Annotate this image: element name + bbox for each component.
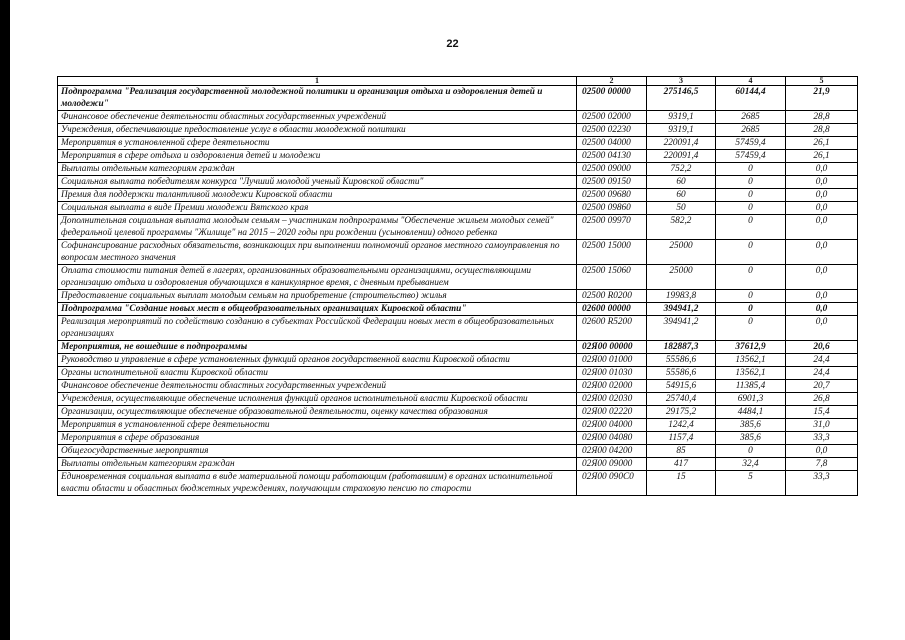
- row-name-cell: Мероприятия в установленной сфере деятельности: [58, 137, 577, 150]
- column-header: 5: [786, 77, 858, 86]
- row-value-col5-cell: 0,0: [786, 316, 858, 341]
- table-row: [58, 111, 858, 124]
- row-code-cell: 02500 15060: [577, 265, 647, 290]
- table-row: [58, 367, 858, 380]
- row-value-col5-cell: 0,0: [786, 290, 858, 303]
- row-code-cell: 02500 09150: [577, 176, 647, 189]
- row-value-col4-cell: 0: [716, 316, 786, 341]
- row-code-cell: 02Я00 04200: [577, 445, 647, 458]
- row-value-col3-cell: 25740,4: [647, 393, 716, 406]
- column-header: 3: [647, 77, 716, 86]
- row-value-col4-cell: 385,6: [716, 432, 786, 445]
- row-name-cell: Предоставление социальных выплат молодым семьям на приобретение (строительство) жилья: [58, 290, 577, 303]
- row-name-cell: Финансовое обеспечение деятельности областных государственных учреждений: [58, 111, 577, 124]
- row-value-col4-cell: 0: [716, 445, 786, 458]
- row-value-col4-cell: 2685: [716, 111, 786, 124]
- row-value-col3-cell: 50: [647, 202, 716, 215]
- row-code-cell: 02600 R5200: [577, 316, 647, 341]
- row-value-col3-cell: 9319,1: [647, 111, 716, 124]
- row-code-cell: 02600 00000: [577, 303, 647, 316]
- row-value-col3-cell: 19983,8: [647, 290, 716, 303]
- row-value-col3-cell: 55586,6: [647, 367, 716, 380]
- row-name-cell: Подпрограмма "Создание новых мест в общеобразовательных организациях Кировской области": [58, 303, 577, 316]
- row-value-col3-cell: 60: [647, 176, 716, 189]
- table-row: [58, 163, 858, 176]
- row-value-col4-cell: 385,6: [716, 419, 786, 432]
- row-value-col5-cell: 0,0: [786, 176, 858, 189]
- row-value-col5-cell: 15,4: [786, 406, 858, 419]
- row-code-cell: 02Я00 04000: [577, 419, 647, 432]
- row-value-col3-cell: 394941,2: [647, 303, 716, 316]
- row-value-col5-cell: 21,9: [786, 86, 858, 111]
- row-value-col4-cell: 6901,3: [716, 393, 786, 406]
- row-name-cell: Софинансирование расходных обязательств, возникающих при выполнении полномочий органов местного самоуправления по вопросам местного значения: [58, 240, 577, 265]
- row-name-cell: Мероприятия в установленной сфере деятельности: [58, 419, 577, 432]
- table-row: [58, 406, 858, 419]
- row-name-cell: Социальная выплата в виде Премии молодежи Вятского края: [58, 202, 577, 215]
- table-row: [58, 458, 858, 471]
- row-code-cell: 02500 R0200: [577, 290, 647, 303]
- table-row: [58, 393, 858, 406]
- row-name-cell: Мероприятия в сфере образования: [58, 432, 577, 445]
- table-header-row: [58, 77, 858, 86]
- row-name-cell: Дополнительная социальная выплата молодым семьям – участникам подпрограммы "Обеспечение жильем молодых семей" федеральной целевой программы "Жилище" на 2015 – 2020 годы при рождении (усыновлении) одного ребенка: [58, 215, 577, 240]
- row-value-col5-cell: 7,8: [786, 458, 858, 471]
- row-value-col4-cell: 57459,4: [716, 137, 786, 150]
- row-value-col3-cell: 25000: [647, 240, 716, 265]
- row-value-col5-cell: 31,0: [786, 419, 858, 432]
- budget-table: [57, 76, 858, 496]
- row-code-cell: 02500 04000: [577, 137, 647, 150]
- row-name-cell: Финансовое обеспечение деятельности областных государственных учреждений: [58, 380, 577, 393]
- row-value-col5-cell: 24,4: [786, 354, 858, 367]
- row-value-col4-cell: 0: [716, 163, 786, 176]
- row-value-col5-cell: 33,3: [786, 432, 858, 445]
- column-header: 2: [577, 77, 647, 86]
- table-row: [58, 189, 858, 202]
- row-value-col5-cell: 26,1: [786, 150, 858, 163]
- row-value-col4-cell: 2685: [716, 124, 786, 137]
- row-value-col5-cell: 28,8: [786, 124, 858, 137]
- row-name-cell: Реализация мероприятий по содействию созданию в субъектах Российской Федерации новых мест в общеобразовательных организациях: [58, 316, 577, 341]
- row-name-cell: Единовременная социальная выплата в виде материальной помощи работающим (работавшим) в органах исполнительной власти области и областных бюджетных учреждениях, получающим страховую пенсию по старости: [58, 471, 577, 496]
- row-code-cell: 02500 09000: [577, 163, 647, 176]
- table-row: [58, 316, 858, 341]
- row-name-cell: Учреждения, обеспечивающие предоставление услуг в области молодежной политики: [58, 124, 577, 137]
- row-code-cell: 02500 02000: [577, 111, 647, 124]
- row-name-cell: Социальная выплата победителям конкурса "Лучший молодой ученый Кировской области": [58, 176, 577, 189]
- table-row: [58, 202, 858, 215]
- row-value-col4-cell: 37612,9: [716, 341, 786, 354]
- row-code-cell: 02Я00 01030: [577, 367, 647, 380]
- row-value-col4-cell: 0: [716, 189, 786, 202]
- row-code-cell: 02Я00 02000: [577, 380, 647, 393]
- row-value-col4-cell: 0: [716, 240, 786, 265]
- column-header: 4: [716, 77, 786, 86]
- row-value-col3-cell: 220091,4: [647, 150, 716, 163]
- row-code-cell: 02500 02230: [577, 124, 647, 137]
- table-row: [58, 290, 858, 303]
- row-value-col4-cell: 0: [716, 176, 786, 189]
- row-name-cell: Премия для поддержки талантливой молодежи Кировской области: [58, 189, 577, 202]
- row-value-col5-cell: 0,0: [786, 240, 858, 265]
- row-value-col4-cell: 0: [716, 265, 786, 290]
- row-value-col4-cell: 0: [716, 303, 786, 316]
- row-value-col3-cell: 55586,6: [647, 354, 716, 367]
- column-header: 1: [58, 77, 577, 86]
- row-value-col3-cell: 54915,6: [647, 380, 716, 393]
- table-row: [58, 380, 858, 393]
- row-code-cell: 02Я00 090C0: [577, 471, 647, 496]
- row-value-col3-cell: 1242,4: [647, 419, 716, 432]
- row-value-col4-cell: 0: [716, 215, 786, 240]
- row-name-cell: Руководство и управление в сфере установленных функций органов государственной власти Кировской области: [58, 354, 577, 367]
- table-row: [58, 432, 858, 445]
- row-code-cell: 02500 09970: [577, 215, 647, 240]
- table-row: [58, 215, 858, 240]
- table-row: [58, 240, 858, 265]
- table-row: [58, 471, 858, 496]
- row-value-col3-cell: 220091,4: [647, 137, 716, 150]
- row-code-cell: 02Я00 02220: [577, 406, 647, 419]
- row-code-cell: 02500 09680: [577, 189, 647, 202]
- row-value-col3-cell: 9319,1: [647, 124, 716, 137]
- row-value-col4-cell: 32,4: [716, 458, 786, 471]
- table-row: [58, 124, 858, 137]
- table-row: [58, 445, 858, 458]
- row-code-cell: 02Я00 04080: [577, 432, 647, 445]
- row-value-col5-cell: 0,0: [786, 215, 858, 240]
- row-name-cell: Выплаты отдельным категориям граждан: [58, 458, 577, 471]
- row-value-col5-cell: 0,0: [786, 163, 858, 176]
- table-row: [58, 86, 858, 111]
- row-value-col3-cell: 582,2: [647, 215, 716, 240]
- row-name-cell: Мероприятия, не вошедшие в подпрограммы: [58, 341, 577, 354]
- row-value-col3-cell: 394941,2: [647, 316, 716, 341]
- table-row: [58, 265, 858, 290]
- table-row: [58, 150, 858, 163]
- row-value-col5-cell: 26,8: [786, 393, 858, 406]
- row-value-col3-cell: 752,2: [647, 163, 716, 176]
- table-row: [58, 341, 858, 354]
- row-name-cell: Общегосударственные мероприятия: [58, 445, 577, 458]
- row-name-cell: Мероприятия в сфере отдыха и оздоровления детей и молодежи: [58, 150, 577, 163]
- row-value-col4-cell: 0: [716, 290, 786, 303]
- scan-edge-bar: [0, 0, 10, 640]
- row-value-col5-cell: 0,0: [786, 445, 858, 458]
- row-name-cell: Оплата стоимости питания детей в лагерях, организованных образовательными организациями, осуществляющими организацию отдыха и оздоровления обучающихся в каникулярное время, с дневным пребыванием: [58, 265, 577, 290]
- row-code-cell: 02Я00 09000: [577, 458, 647, 471]
- row-value-col5-cell: 0,0: [786, 189, 858, 202]
- row-value-col3-cell: 275146,5: [647, 86, 716, 111]
- row-value-col5-cell: 0,0: [786, 303, 858, 316]
- row-value-col4-cell: 4484,1: [716, 406, 786, 419]
- row-value-col3-cell: 60: [647, 189, 716, 202]
- row-code-cell: 02Я00 02030: [577, 393, 647, 406]
- row-name-cell: Учреждения, осуществляющие обеспечение исполнения функций органов исполнительной власти Кировской области: [58, 393, 577, 406]
- row-code-cell: 02500 09860: [577, 202, 647, 215]
- row-value-col5-cell: 20,6: [786, 341, 858, 354]
- row-value-col5-cell: 33,3: [786, 471, 858, 496]
- row-value-col3-cell: 15: [647, 471, 716, 496]
- row-name-cell: Выплаты отдельным категориям граждан: [58, 163, 577, 176]
- row-value-col4-cell: 60144,4: [716, 86, 786, 111]
- row-value-col4-cell: 0: [716, 202, 786, 215]
- row-value-col4-cell: 11385,4: [716, 380, 786, 393]
- row-code-cell: 02Я00 00000: [577, 341, 647, 354]
- page-number: 22: [446, 38, 459, 50]
- table-row: [58, 137, 858, 150]
- row-value-col3-cell: 25000: [647, 265, 716, 290]
- row-value-col4-cell: 13562,1: [716, 354, 786, 367]
- row-value-col5-cell: 0,0: [786, 265, 858, 290]
- row-code-cell: 02500 00000: [577, 86, 647, 111]
- row-value-col5-cell: 24,4: [786, 367, 858, 380]
- row-name-cell: Организации, осуществляющие обеспечение образовательной деятельности, оценку качества образования: [58, 406, 577, 419]
- row-value-col5-cell: 26,1: [786, 137, 858, 150]
- table-row: [58, 419, 858, 432]
- row-value-col3-cell: 85: [647, 445, 716, 458]
- row-name-cell: Органы исполнительной власти Кировской области: [58, 367, 577, 380]
- row-value-col3-cell: 29175,2: [647, 406, 716, 419]
- row-value-col3-cell: 182887,3: [647, 341, 716, 354]
- row-code-cell: 02Я00 01000: [577, 354, 647, 367]
- row-value-col4-cell: 13562,1: [716, 367, 786, 380]
- row-name-cell: Подпрограмма "Реализация государственной молодежной политики и организация отдыха и оздоровления детей и молодежи": [58, 86, 577, 111]
- row-code-cell: 02500 15000: [577, 240, 647, 265]
- row-value-col3-cell: 417: [647, 458, 716, 471]
- table-row: [58, 176, 858, 189]
- row-value-col4-cell: 5: [716, 471, 786, 496]
- row-value-col4-cell: 57459,4: [716, 150, 786, 163]
- row-code-cell: 02500 04130: [577, 150, 647, 163]
- table-row: [58, 354, 858, 367]
- row-value-col5-cell: 0,0: [786, 202, 858, 215]
- row-value-col3-cell: 1157,4: [647, 432, 716, 445]
- row-value-col5-cell: 20,7: [786, 380, 858, 393]
- row-value-col5-cell: 28,8: [786, 111, 858, 124]
- table-row: [58, 303, 858, 316]
